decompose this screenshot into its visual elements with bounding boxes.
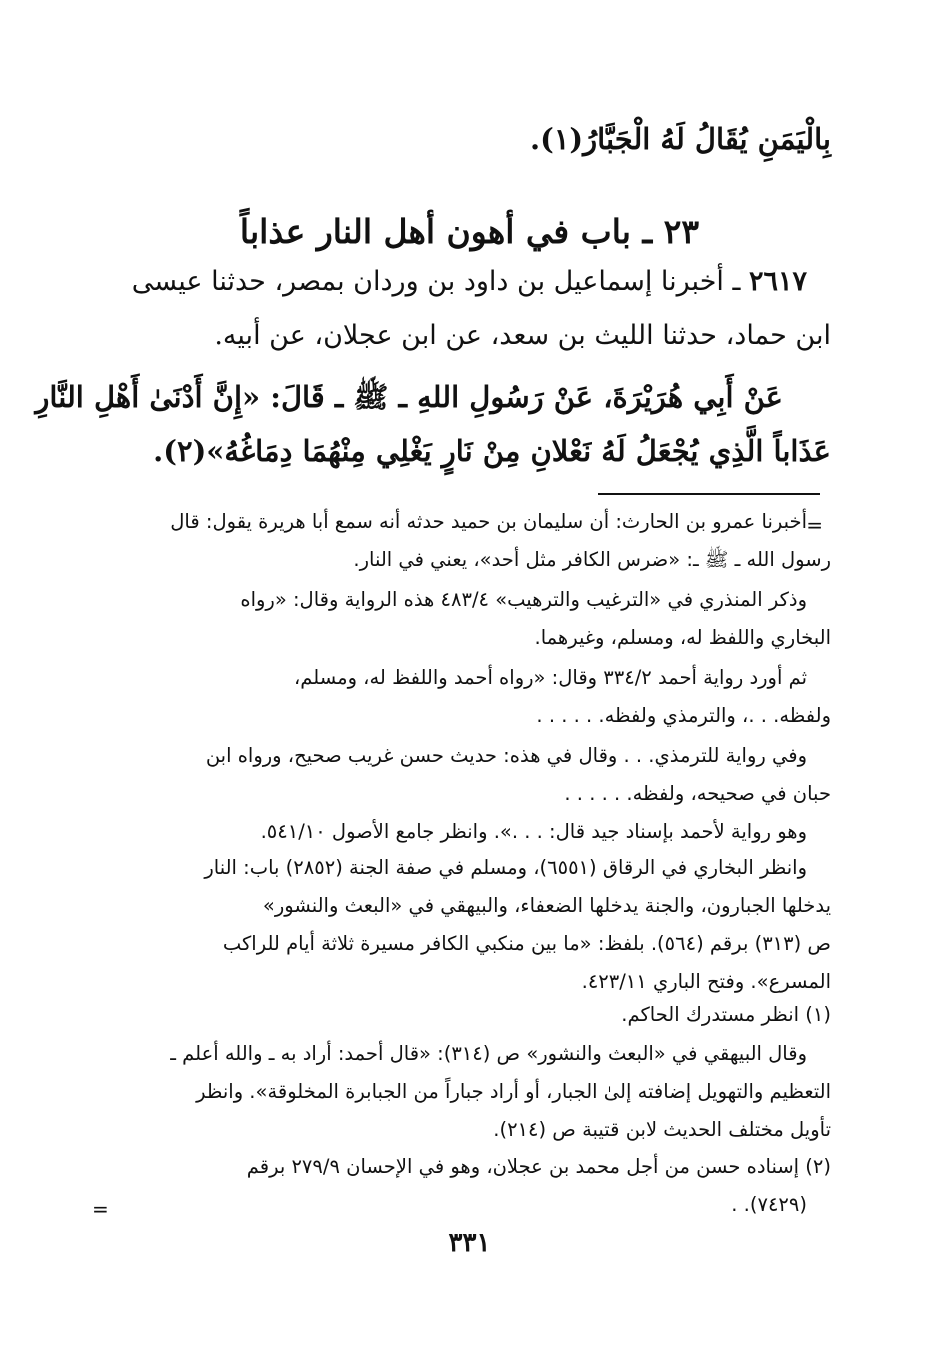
footnote-line: ثم أورد رواية أحمد ٣٣٤/٢ وقال: «رواه أحمد واللفظ له، ومسلم، [294, 666, 807, 689]
hadith-number: ٢٦١٧ [748, 266, 807, 297]
footnote-line: المسرع». وفتح الباري ٤٢٣/١١. [581, 970, 831, 993]
footnote-line: التعظيم والتهويل إضافته إلىٰ الجبار، أو أراد جباراً من الجبابرة المخلوقة». وانظر [196, 1080, 831, 1103]
footnote-2-label: (٢) إسناده حسن من أجل محمد بن عجلان، وهو في الإحسان ٢٧٩/٩ برقم [246, 1155, 831, 1178]
footnote-line: ولفظه. . .، والترمذي ولفظه. . . . . . [536, 704, 831, 727]
footnote-line: البخاري واللفظ له، ومسلم، وغيرهما. [534, 626, 831, 649]
isnad-line-1 [132, 266, 807, 297]
continuation-marker-bottom: = [92, 1197, 109, 1221]
footnote-line: وقال البيهقي في «البعث والنشور» ص (٣١٤): «قال أحمد: أراد به ـ والله أعلم ـ [170, 1042, 807, 1065]
page-number: ٣٣١ [448, 1228, 491, 1258]
footnote-line: وذكر المنذري في «الترغيب والترهيب» ٤٨٣/٤ هذه الرواية وقال: «رواه [240, 588, 807, 611]
continuation-marker-top: = [806, 513, 823, 537]
isnad-text-1: ـ أخبرنا إسماعيل بن داود بن وردان بمصر، حدثنا عيسى [131, 266, 749, 297]
footnote-line: وفي رواية للترمذي. . . وقال في هذه: حديث حسن غريب صحيح، ورواه ابن [205, 744, 807, 767]
footnote-1-label: (١) انظر مستدرك الحاكم. [621, 1003, 831, 1026]
footnote-line: (٧٤٢٩). . [731, 1193, 807, 1216]
footnote-separator [598, 493, 820, 495]
footnote-line: تأويل مختلف الحديث لابن قتيبة ص (٢١٤). [493, 1118, 831, 1141]
isnad-line-2: ابن حماد، حدثنا الليث بن سعد، عن ابن عجلان، عن أبيه. [214, 320, 831, 351]
hadith-text-line-2: عَذَاباً الَّذِي يُجْعَلُ لَهُ نَعْلانِ مِنْ نَارٍ يَغْلِي مِنْهُمَا دِمَاغُهُ»(٢). [153, 434, 831, 468]
footnote-line: حبان في صحيحه، ولفظه. . . . . . [564, 782, 831, 805]
footnote-line: ص (٣١٣) برقم (٥٦٤). بلفظ: «ما بين منكبي الكافر مسيرة ثلاثة أيام للراكب [222, 932, 831, 955]
hadith-text-line-1: عَنْ أَبِي هُرَيْرَةَ، عَنْ رَسُولِ اللهِ ـ ﷺ ـ قَالَ: «إِنَّ أَدْنَىٰ أَهْلِ النَّارِ [35, 380, 783, 414]
footnote-line: رسول الله ـ ﷺ ـ: «ضرس الكافر مثل أحد»، يعني في النار. [353, 548, 831, 571]
carry-over-text: بِالْيَمَنِ يُقَالُ لَهُ الْجَبَّارُ(١). [530, 122, 831, 156]
chapter-heading: ٢٣ ـ باب في أهون أهل النار عذاباً [239, 212, 700, 251]
footnote-line: وهو رواية لأحمد بإسناد جيد قال: . . .». وانظر جامع الأصول ٥٤١/١٠. [260, 820, 807, 843]
footnote-line: يدخلها الجبارون، والجنة يدخلها الضعفاء، والبيهقي في «البعث والنشور» [262, 894, 831, 917]
footnote-line: أخبرنا عمرو بن الحارث: أن سليمان بن حميد حدثه أنه سمع أبا هريرة يقول: قال [170, 510, 807, 533]
footnote-line: وانظر البخاري في الرقاق (٦٥٥١)، ومسلم في صفة الجنة (٢٨٥٢) باب: النار [204, 856, 807, 879]
